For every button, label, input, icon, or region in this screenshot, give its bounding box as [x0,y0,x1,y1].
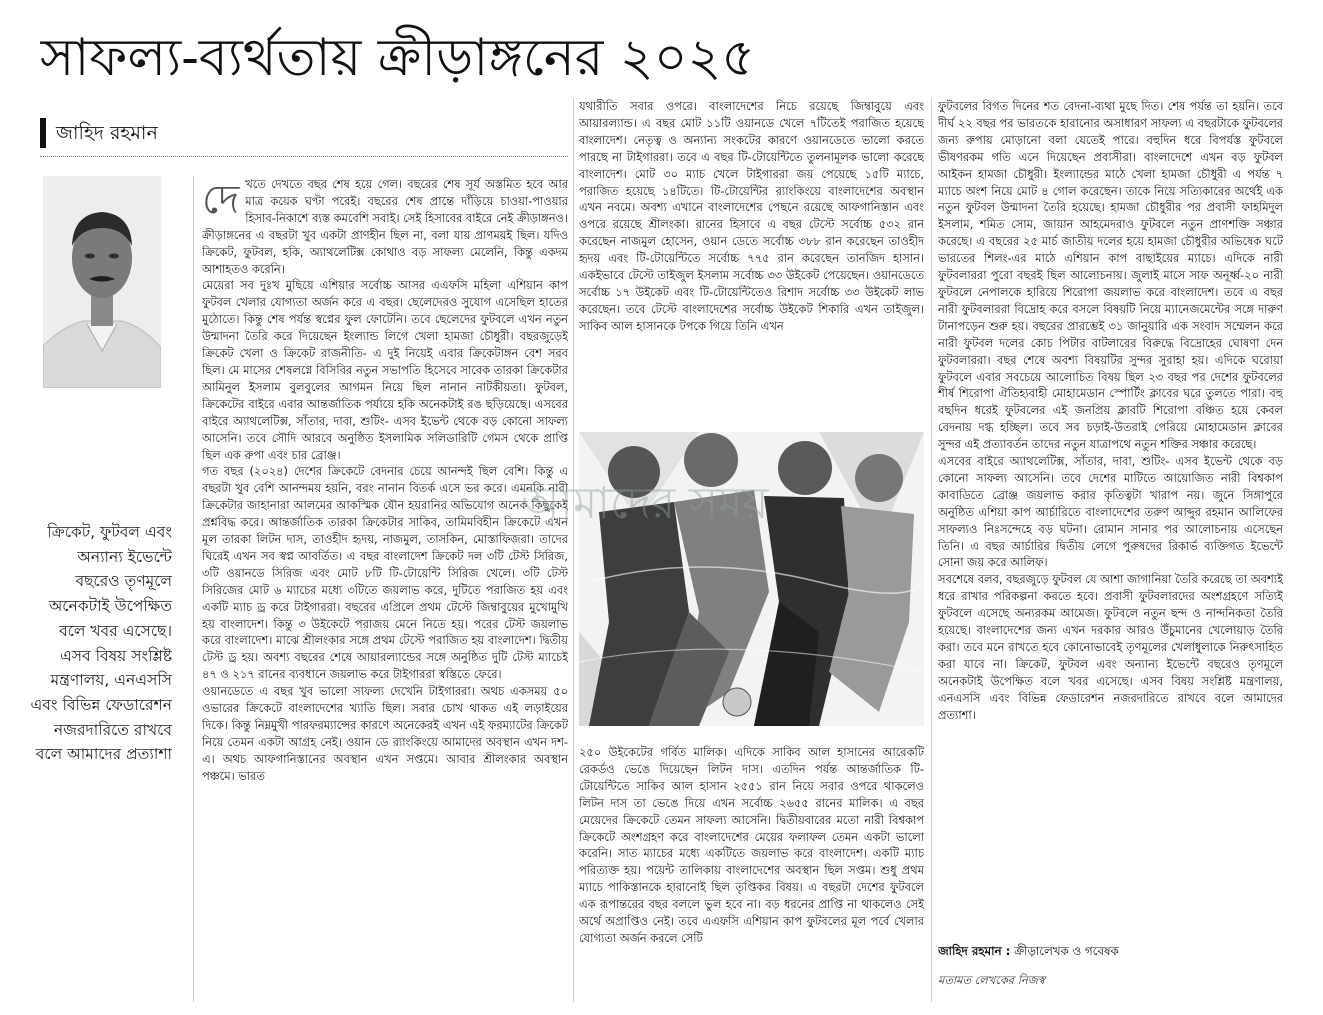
article-column-3 [938,98,1283,898]
lead-paragraph [202,176,568,277]
opinion-disclaimer: মতামত লেখকের নিজস্ব [938,973,1045,987]
pull-quote: ক্রিকেট, ফুটবল এবং অন্যান্য ইভেন্টে বছরেও তৃণমূলে অনেকটাই উপেক্ষিত বলে খবর এসেছে। এসব বিষয় সংশ্লিষ্ট মন্ত্রণালয়, এনএসসি এবং বিভিন্ন ফেডারেশন নজরদারিতে রাখবে বলে আমাদের প্রত্যাশা [30,523,172,764]
paragraph: এসবের বাইরে অ্যাথলেটিক্স, সাঁতার, দাবা, শুটিং- এসব ইভেন্ট থেকে বড় কোনো সাফল্য আসেনি। তবে দেশের মাটিতে আয়োজিত নারী বিশ্বকাপ কাবাডিতে ব্রোঞ্জ জয়লাভ করার কৃতিত্বটা খারাপ নয়। জুনে সিঙ্গাপুরে অনুষ্ঠিত এশিয়া কাপ আর্চারিতে বাংলাদেশের তরুণ আব্দুর রহমান আলিফের সাফল্যও নিঃসন্দেহে বড় ঘটনা। রোমান সানার পর আলোচনায় এসেছেন তিনি। এ বছর আর্চারির দ্বিতীয় লেগে পুরুষদের রিকার্ভ ব্যক্তিগত ইভেন্টে সোনা জয় করে আলিফ। [938,454,1283,570]
publisher-watermark: আমাদের সময় [521,478,769,529]
signature-name: জাহিদ রহমান : [938,944,1011,958]
paragraph: গত বছর (২০২৪) দেশের ক্রিকেটে বেদনার চেয়ে আনন্দই ছিল বেশি। কিন্তু এ বছরটা খুব বেশি আনন্দময় হয়নি, বরং নানান বিতর্ক এসে ভর করে। এমনকি নারী ক্রিকেটার জাহানারা আলমের আকস্মিক যৌন হয়রানির অভিযোগ অনেক কিছুকেই প্রশ্নবিদ্ধ করে। আন্তর্জাতিক তারকা ক্রিকেটার সাকিব, তামিমবিহীন ক্রিকেটে এখন মূল তারকা লিটন দাস, তাওহীদ হৃদয়, নাজমুল, তাসকিন, মোস্তাফিজরা। তাদের ঘিরেই এখন সব স্বপ্ন আবর্তিত। এ বছর বাংলাদেশ ক্রিকেট দল ৩টি টেস্ট সিরিজ, ৩টি ওয়ানডে সিরিজ এবং মোট ৮টি টি-টোয়েন্টি সিরিজ খেলে। ৩টি টেস্ট সিরিজের মোট ৬ ম্যাচের মধ্যে ৩টিতে জয়লাভ করে, দুটিতে পরাজিত হয় এবং একটি ম্যাচ ড্র করে টাইগাররা। বছরের এপ্রিলে প্রথম টেস্টে জিম্বাবুয়ের মুখোমুখি হয় বাংলাদেশ। কিন্তু ৩ উইকেটে পরাজয় মেনে নিতে হয়। পরের টেস্ট জয়লাভ করে বাংলাদেশ। মাঝে শ্রীলংকার সঙ্গে প্রথম টেস্টে পরাজিত হয় বাংলাদেশ। দ্বিতীয় টেস্ট ড্র হয়। অবশ্য বছরের শেষে আয়ারল্যান্ডের সঙ্গে অনুষ্ঠিত দুটি টেস্ট ম্যাচেই ৪৭ ও ২১৭ রানের ব্যবধানে জয়লাভ করে টাইগাররা স্বস্তিতে ফেরে। [202,464,568,682]
column-divider [573,98,574,1002]
article-column-2-bottom [579,744,924,1002]
author-byline: জাহিদ রহমান [40,118,204,148]
lead-text: খতে দেখতে বছর শেষ হয়ে গেল। বছরের শেষ সূর্য অস্তমিত হবে আর মাত্র কয়েক ঘণ্টা পরেই। বছরের শেষ প্রান্তে দাঁড়িয়ে চাওয়া-পাওয়ার হিসাব-নিকাশে ব্যস্ত কমবেশি সবাই। সেই হিসাবের বাইরে নেই ক্রীড়াঙ্গনও। ক্রীড়াঙ্গনের এ বছরটা খুব একটা প্রাণহীন ছিল না, বলা যায় প্রাণময়ই ছিল। যদিও ক্রিকেট, ফুটবল, হকি, অ্যাথলেটিক্স কোথাও বড় সাফল্য মেলেনি, কিন্তু একদম আশাহতও করেনি। [202,177,568,276]
page-title: সাফল্য-ব্যর্থতায় ক্রীড়াঙ্গনের ২০২৫ [40,28,756,88]
paragraph: মেয়েরা সব দুঃখ মুছিয়ে এশিয়ার সর্বোচ্চ আসর এএফসি মহিলা এশিয়ান কাপ ফুটবল খেলার যোগ্যতা অর্জন করে এ বছর। ছেলেদেরও সুযোগ এসেছিল হাতের মুঠোতে। কিন্তু শেষ পর্যন্ত স্বপ্নের ফুল ফোটেনি। তবে ছেলেদের ফুটবলে এখন নতুন উন্মাদনা তৈরি করে দিয়েছেন ইংল্যান্ড লিগে খেলা হামজা চৌধুরী। বছরজুড়েই ক্রিকেট খেলা ও ক্রিকেট রাজনীতি- এ দুই নিয়েই এবার ক্রিকেটাঙ্গন বেশ সরব ছিল। মে মাসের শেষলগ্নে বিসিবির নতুন সভাপতি হিসেবে সাবেক তারকা ক্রিকেটার আমিনুল ইসলাম বুলবুলের আগমন নিয়ে ছিল নানান নাটকীয়তা। ফুটবল, ক্রিকেটের বাইরে এবার আন্তর্জাতিক পর্যায়ে হকি অনেকটাই রঙ ছড়িয়েছে। এসবের বাইরে অ্যাথলেটিক্স, সাঁতার, দাবা, শুটিং- এসব ইভেন্ট থেকে বড় কোনো সাফল্য আসেনি। তবে সৌদি আরবে অনুষ্ঠিত ইসলামিক সলিডারিটি গেমস থেকে প্রাপ্তি ছিল এক রুপা এবং চার ব্রোঞ্জ। [202,278,568,462]
article-column-1 [202,176,568,1002]
column-divider [193,176,194,1002]
paragraph: ২৫০ উইকেটের গর্বিত মালিক। এদিকে সাকিব আল হাসানের আরেকটি রেকর্ডও ভেঙে দিয়েছেন লিটন দাস। এতদিন পর্যন্ত আন্তর্জাতিক টি-টোয়েন্টিতে সাকিব আল হাসান ২৫৫১ রান নিয়ে সবার ওপরে থাকলেও লিটন দাস তা ভেঙে দিয়ে এখন সর্বোচ্চ ২৬৫৫ রানের মালিক। এ বছর মেয়েদের ক্রিকেটে তেমন সাফল্য আসেনি। দ্বিতীয়বারের মতো নারী বিশ্বকাপ ক্রিকেটে অংশগ্রহণ করে বাংলাদেশের মেয়ের ফলাফল তেমন একটা ভালো করেনি। সাত ম্যাচের মধ্যে একটিতে জয়লাভ করে বাংলাদেশ। একটি ম্যাচ পরিত্যক্ত হয়। পয়েন্ট তালিকায় বাংলাদেশের অবস্থান ছিল সপ্তম। শুধু প্রথম ম্যাচে পাকিস্তানকে হারানোই ছিল তৃপ্তিকর বিষয়। এ বছরটা দেশের ফুটবলে এক রূপান্তরের বছর বললে ভুল হবে না। বড় ধরনের প্রাপ্তি না থাকলেও সেই অর্থে অপ্রাপ্তিও নেই। তবে এএফসি এশিয়ান কাপ ফুটবলের মূল পর্বে খেলার যোগ্যতা অর্জন করলে সেটি [579,745,924,945]
paragraph: যথারীতি সবার ওপরে। বাংলাদেশের নিচে রয়েছে জিম্বাবুয়ে এবং আয়ারল্যান্ড। এ বছর মোট ১১টি ওয়ানডে খেলে ৭টিতেই পরাজিত হয়েছে বাংলাদেশ। নেতৃত্ব ও অন্যান্য সংকটের কারণে ওয়ানডেতে ভালো করতে পারছে না টাইগাররা। তবে এ বছর টি-টোয়েন্টিতে তুলনামূলক ভালো করেছে বাংলাদেশ। মোট ৩০ ম্যাচ খেলে টাইগাররা জয় পেয়েছে ১৫টি ম্যাচে, পরাজিত হয়েছে ১৪টিতে। টি-টোয়েন্টির র‍্যাংকিংয়ে বাংলাদেশের অবস্থান এখন নবমে। অবশ্য এখানে বাংলাদেশের পেছনে রয়েছে আফগানিস্তান এবং ওপরে রয়েছে শ্রীলংকা। রানের হিসাবে এ বছর টেস্টে সর্বোচ্চ ৫৩২ রান করেছেন নাজমুল হোসেন, ওয়ান ডেতে সর্বোচ্চ ৩৮৮ রান করেছেন তাওহীদ হৃদয় এবং টি-টোয়েন্টিতে সর্বোচ্চ ৭৭৫ রান করেছেন তানজিদ হাসান। একইভাবে টেস্টে তাইজুল ইসলাম সর্বোচ্চ ৩৩ উইকেট পেয়েছেন। ওয়ানডেতে সর্বোচ্চ ১৭ উইকেট এবং টি-টোয়েন্টিতেও রিশাদ সর্বোচ্চ ৩৩ উইকেট লাভ করেছেন। তবে টেস্টে বাংলাদেশের সর্বোচ্চ উইকেট শিকারি এখন তাইজুল। সাকিব আল হাসানকে টপকে গিয়ে তিনি এখন [579,99,924,333]
author-photo [43,176,161,388]
drop-cap: দে [202,177,240,223]
column-divider [931,98,932,1002]
signature-title: ক্রীড়ালেখক ও গবেষক [1010,944,1119,958]
author-signature [938,940,1283,962]
article-column-2-top [579,98,924,428]
paragraph: ফুটবলের বিগত দিনের শত বেদনা-ব্যথা মুছে দিত। শেষ পর্যন্ত তা হয়নি। তবে দীর্ঘ ২২ বছর পর ভারতকে হারানোর অসাধারণ সাফল্য এ বছরটাকে ফুটবলের জন্য রুপায় মোড়ানো বলা যেতেই পারে। বহুদিন ধরে বিপর্যস্ত ফুটবলে ভীষণরকম গতি এনে দিয়েছেন প্রবাসীরা। বাংলাদেশে এখন বড় ফুটবল আইকন হামজা চৌধুরী। ইংল্যান্ডের মাঠে খেলা হামজা চৌধুরী এ পর্যন্ত ৭ ম্যাচে অংশ নিয়ে মোট ৪ গোল করেছেন। তাকে নিয়ে সত্যিকারের অর্থেই এক নতুন ফুটবল উন্মাদনা তৈরি হয়েছে। হামজা চৌধুরীর পর প্রবাসী ফাহমিদুল ইসলাম, শমিত সোম, জায়ান আহমেদরাও ফুটবলে নতুন প্রাণশক্তি সঞ্চার করেছে। এ বছরের ২৫ মার্চ জাতীয় দলের হয়ে হামজা চৌধুরীর অভিষেক ঘটে ভারতের শিলং-এর মাঠে এশিয়ান কাপ বাছাইয়ের ম্যাচে। এদিকে নারী ফুটবলাররা পুরো বছরই ছিল আলোচনায়। জুলাই মাসে সাফ অনূর্ধ্ব-২০ নারী ফুটবলে নেপালকে হারিয়ে শিরোপা জয়লাভ করে বাংলাদেশ। তবে এ বছর নারী ফুটবলাররা বিদ্রোহ করে বসলে বিষয়টি নিয়ে ম্যানেজমেন্টের সঙ্গে দারুণ টানাপড়েন শুরু হয়। বছরের প্রারম্ভেই ৩১ জানুয়ারি এক সংবাদ সম্মেলন করে নারী ফুটবল দলের কোচ পিটার বাটলারের বিরুদ্ধে বিদ্রোহের ঘোষণা দেন ফুটবলাররা। বছর শেষে অবশ্য বিষয়টির সুন্দর সুরাহা হয়। এদিকে ঘরোয়া ফুটবলে এবার সবচেয়ে আলোচিত বিষয় ছিল ২৩ বছর পর দেশের ফুটবলের শীর্ষ শিরোপা ঐতিহ্যবাহী মোহামেডান স্পোর্টিং ক্লাবের ঘরে তুলতে পারা। বহু বছদিন ধরেই ফুটবলের এই জনপ্রিয় ক্লাবটি শিরোপা বঞ্চিত হয়ে কেবল বেদনায় দগ্ধ হচ্ছিল। তবে সব চড়াই-উতরাই পেরিয়ে মোহামেডান ক্লাবের সুন্দর এই প্রত্যাবর্তন তাদের নতুন যাত্রাপথে নতুন শক্তির সঞ্চার করেছে। [938,99,1283,452]
paragraph: সবশেষে বলব, বছরজুড়ে ফুটবল যে আশা জাগানিয়া তৈরি করেছে তা অবশ্যই ধরে রাখার পরিকল্পনা করতে হবে। প্রবাসী ফুটবলারদের অংশগ্রহণে সত্যিই ফুটবলে এসেছে অন্যরকম আমেজ। ফুটবলে নতুন ছন্দ ও নান্দনিকতা তৈরি হয়েছে। বাংলাদেশের জন্য এখন দরকার আরও উঁচুমানের খেলোয়াড় তৈরি করা। তবে মনে রাখতে হবে কোনোভাবেই তৃণমূলের খেলাধুলাকে নিরুৎসাহিত করা যাবে না। ক্রিকেট, ফুটবল এবং অন্যান্য ইভেন্টে বছরেও তৃণমূলে অনেকটাই উপেক্ষিত বলে খবর এসেছে। এসব বিষয় সংশ্লিষ্ট মন্ত্রণালয়, এনএসসি এবং বিভিন্ন ফেডারেশন নজরদারিতে রাখবে বলে আমাদের প্রত্যাশা। [938,572,1283,722]
paragraph: ওয়ানডেতে এ বছর খুব ভালো সাফল্য দেখেনি টাইগাররা। অথচ একসময় ৫০ ওভারের ক্রিকেটে বাংলাদেশের খ্যাতি ছিল। সবার চোখ থাকত এই লড়াইয়ের দিকে। কিন্তু নিম্নমুখী পারফরম্যান্সের কারণে অনেকেরই এখন এই ফরম্যাটের ক্রিকেট নিয়ে তেমন একটা আগ্রহ নেই। ওয়ান ডে র‍্যাংকিংয়ে আমাদের অবস্থান এখন দশ-এ। অথচ আফগানিস্তানের অবস্থান এখন সপ্তমে। আবার শ্রীলংকার অবস্থান পঞ্চমে। ভারত [202,684,568,783]
byline-divider [40,156,568,157]
